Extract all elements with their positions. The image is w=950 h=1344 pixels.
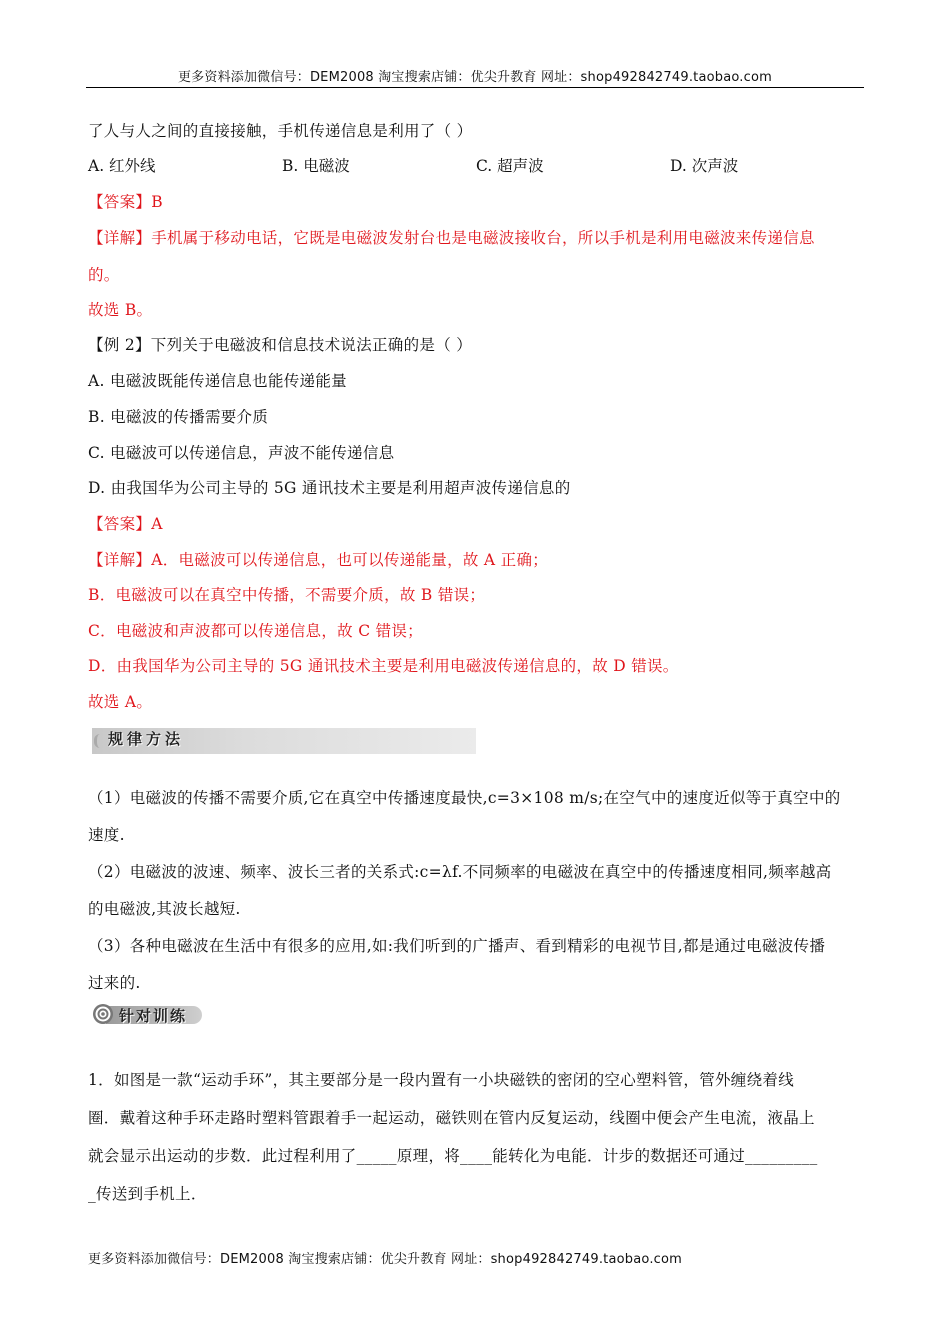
training-line-1: 1．如图是一款“运动手环”，其主要部分是一段内置有一小块磁铁的密闭的空心塑料管，管外缠绕着线 bbox=[88, 1071, 795, 1089]
training-tag bbox=[92, 1003, 202, 1027]
method-line-4: 的电磁波,其波长越短. bbox=[88, 900, 241, 918]
q1-explain-line-1: 【详解】手机属于移动电话，它既是电磁波发射台也是电磁波接收台，所以手机是利用电磁波来传递信息 bbox=[88, 229, 815, 247]
q1-option-b: B. 电磁波 bbox=[282, 157, 350, 175]
ex2-option-c: C. 电磁波可以传递信息，声波不能传递信息 bbox=[88, 444, 395, 462]
banner-curl-decoration bbox=[94, 734, 107, 748]
target-icon bbox=[92, 1003, 114, 1025]
method-banner-title: 规律方法 bbox=[108, 730, 185, 748]
training-line-4: _传送到手机上． bbox=[88, 1185, 207, 1203]
ex2-conclusion: 故选 A。 bbox=[88, 693, 153, 711]
ex2-explain-a: 【详解】A．电磁波可以传递信息，也可以传递能量，故 A 正确； bbox=[88, 551, 549, 569]
method-line-6: 过来的. bbox=[88, 974, 141, 992]
page-header: 更多资料添加微信号：DEM2008 淘宝搜索店铺：优尖升教育 网址：shop492842749.taobao.com bbox=[177, 70, 773, 85]
training-line-3: 就会显示出运动的步数．此过程利用了_____原理，将____能转化为电能．计步的数据还可通过_________ bbox=[88, 1147, 818, 1165]
ex2-explain-c: C．电磁波和声波都可以传递信息，故 C 错误； bbox=[88, 622, 423, 640]
method-line-5: （3）各种电磁波在生活中有很多的应用,如:我们听到的广播声、看到精彩的电视节目,都是通过电磁波传播 bbox=[88, 937, 826, 955]
method-line-1: （1）电磁波的传播不需要介质,它在真空中传播速度最快,c=3×108 m/s;在空气中的速度近似等于真空中的 bbox=[88, 789, 841, 807]
ex2-answer: 【答案】A bbox=[88, 515, 163, 533]
training-tag-title: 针对训练 bbox=[119, 1007, 188, 1025]
page-footer: 更多资料添加微信号：DEM2008 淘宝搜索店铺：优尖升教育 网址：shop492842749.taobao.com bbox=[88, 1252, 683, 1267]
header-divider bbox=[86, 87, 864, 88]
q1-stem-tail: 了人与人之间的直接接触，手机传递信息是利用了（ ） bbox=[88, 122, 473, 140]
q1-conclusion: 故选 B。 bbox=[88, 301, 153, 319]
training-line-2: 圈．戴着这种手环走路时塑料管跟着手一起运动，磁铁则在管内反复运动，线圈中便会产生电流，液晶上 bbox=[88, 1109, 815, 1127]
ex2-stem: 【例 2】下列关于电磁波和信息技术说法正确的是（ ） bbox=[88, 336, 473, 354]
q1-answer: 【答案】B bbox=[88, 193, 163, 211]
method-line-2: 速度. bbox=[88, 826, 125, 844]
q1-option-d: D. 次声波 bbox=[670, 157, 739, 175]
ex2-option-b: B. 电磁波的传播需要介质 bbox=[88, 408, 269, 426]
ex2-explain-d: D．由我国华为公司主导的 5G 通讯技术主要是利用电磁波传递信息的，故 D 错误。 bbox=[88, 657, 679, 675]
q1-option-a: A. 红外线 bbox=[88, 157, 156, 175]
ex2-option-a: A. 电磁波既能传递信息也能传递能量 bbox=[88, 372, 347, 390]
q1-explain-line-2: 的。 bbox=[88, 266, 120, 284]
q1-option-c: C. 超声波 bbox=[476, 157, 544, 175]
ex2-explain-b: B．电磁波可以在真空中传播，不需要介质，故 B 错误； bbox=[88, 586, 486, 604]
ex2-option-d: D. 由我国华为公司主导的 5G 通讯技术主要是利用超声波传递信息的 bbox=[88, 479, 571, 497]
method-line-3: （2）电磁波的波速、频率、波长三者的关系式:c=λf.不同频率的电磁波在真空中的传播速度相同,频率越高 bbox=[88, 863, 832, 881]
